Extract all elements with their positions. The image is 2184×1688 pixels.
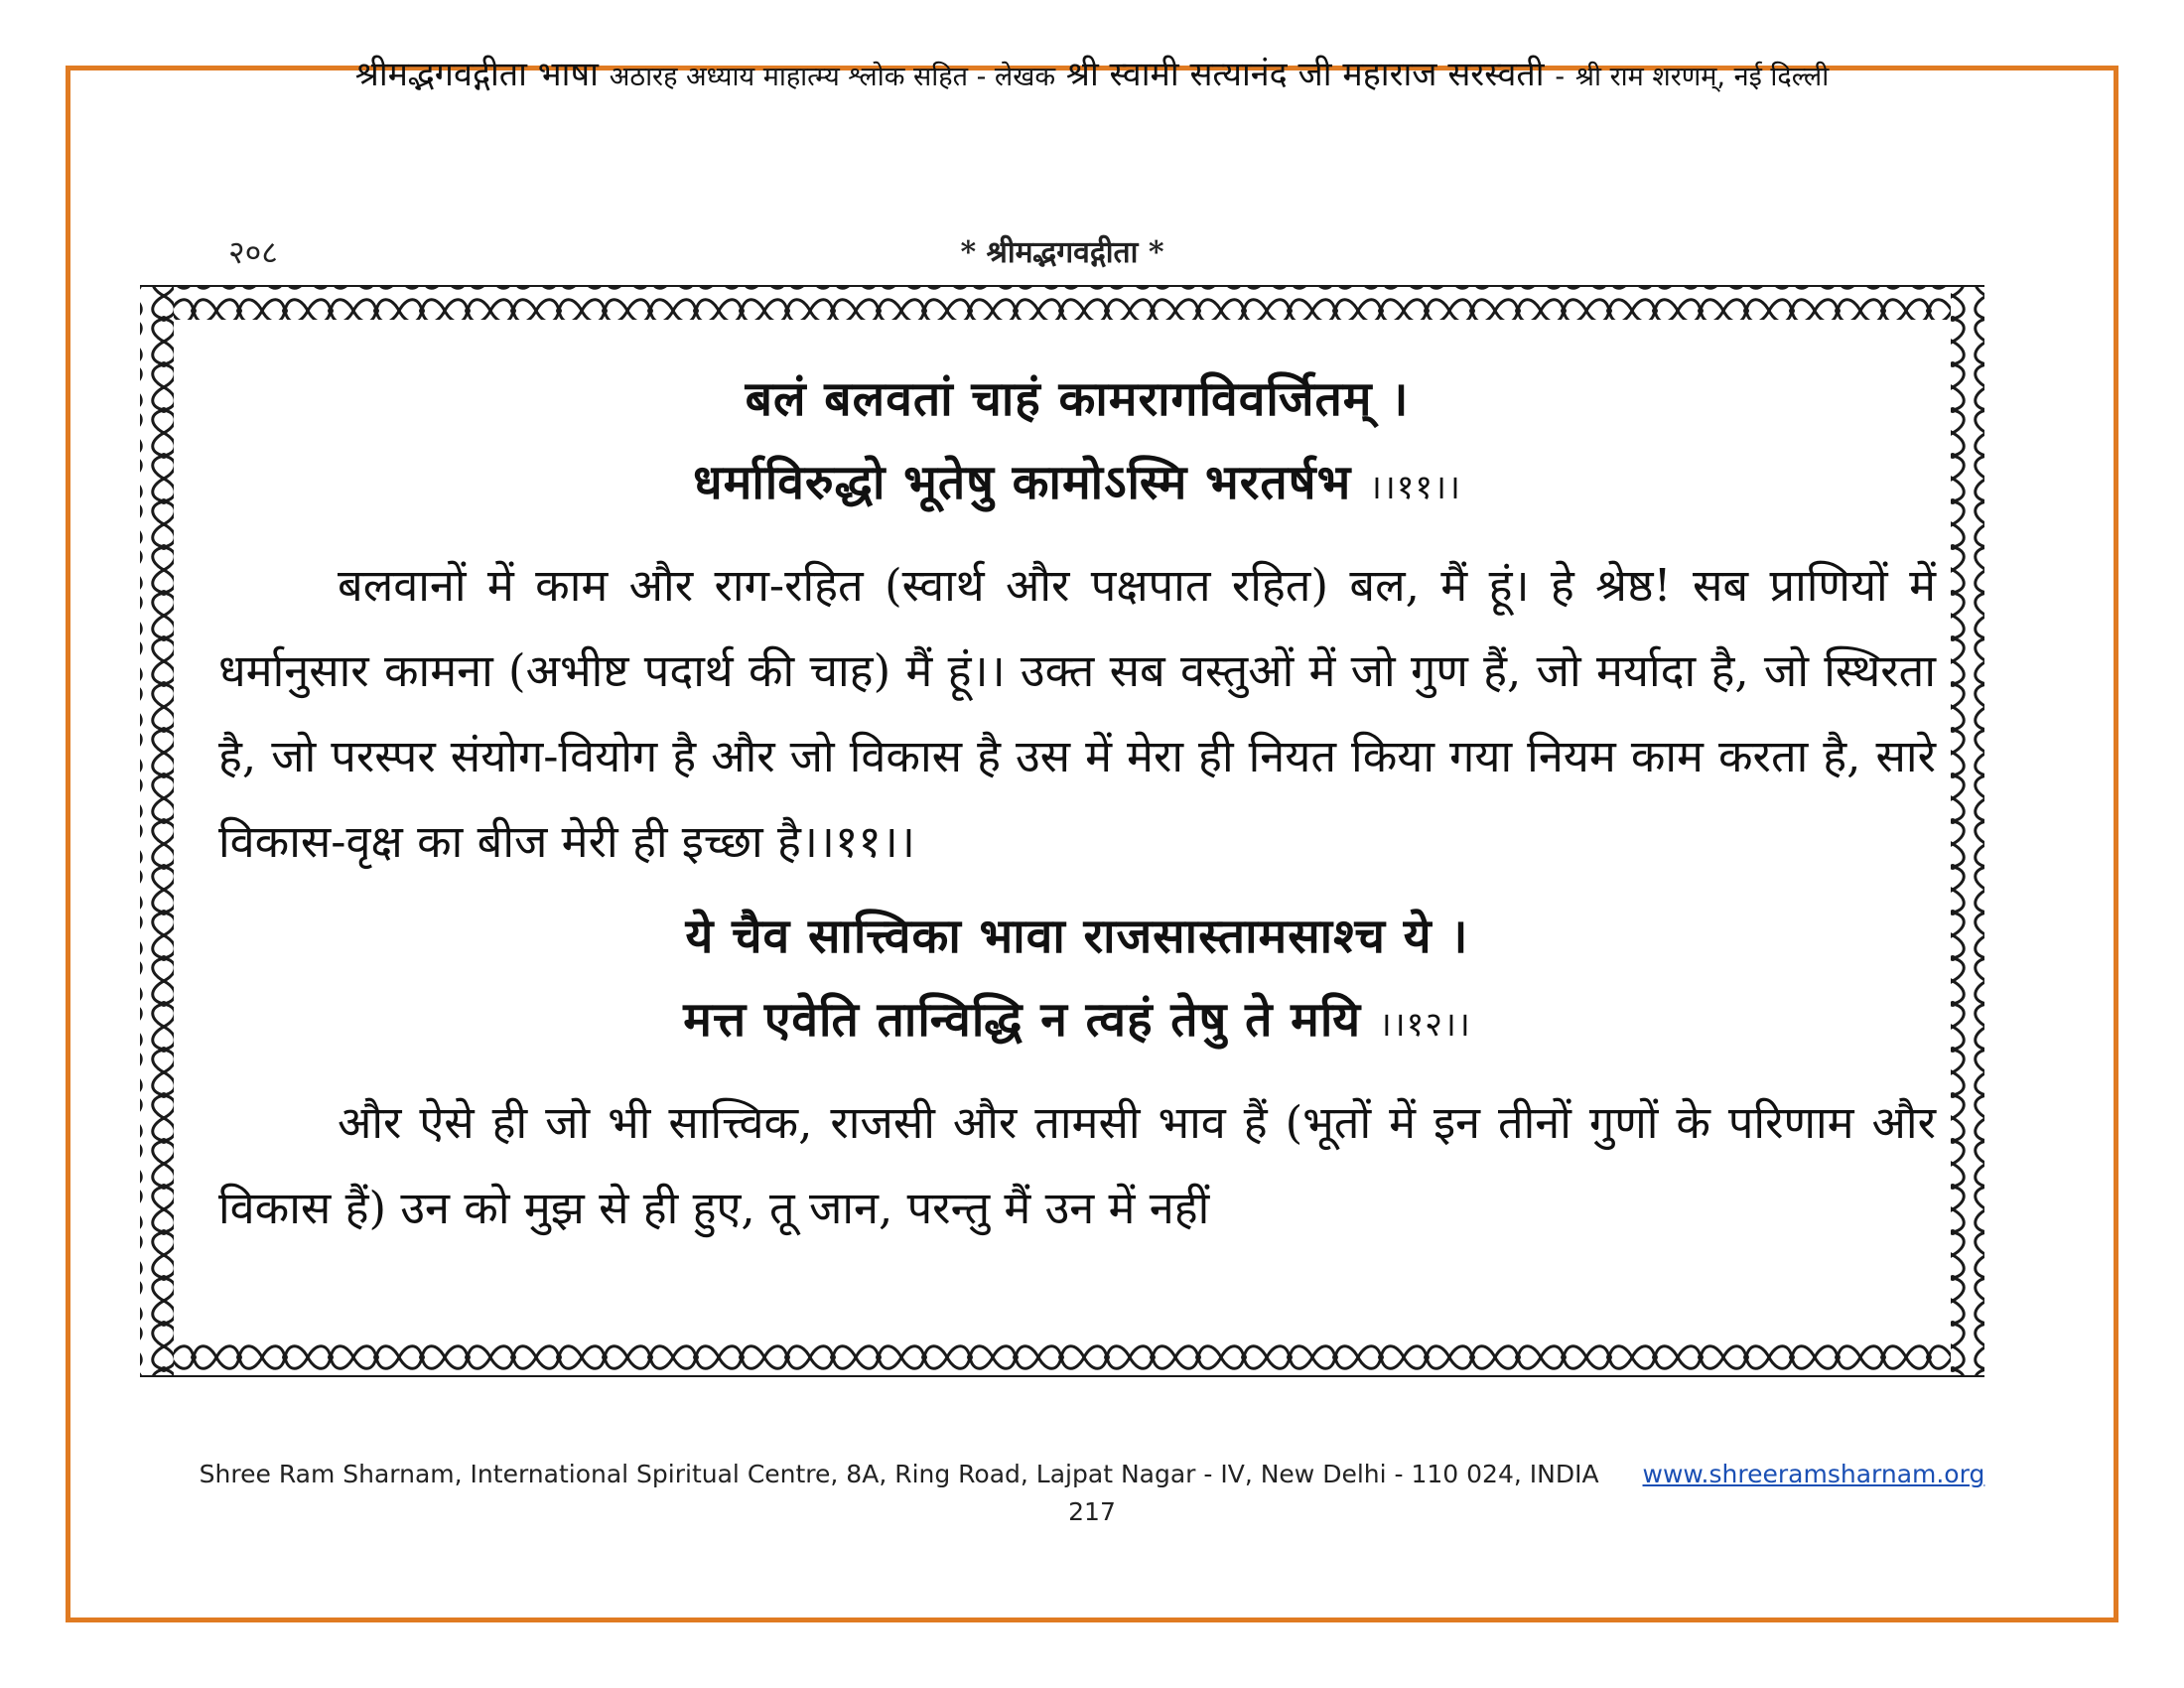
header-subtitle: अठारह अध्याय माहात्म्य श्लोक सहित - लेखक — [609, 62, 1056, 92]
verse-11-line-2 — [218, 441, 1936, 529]
verse-11 — [218, 357, 1936, 529]
footer-website-link[interactable]: www.shreeramsharnam.org — [1642, 1460, 1985, 1488]
book-content — [218, 357, 1936, 1261]
verse-11-number: ।।११।। — [1368, 468, 1461, 507]
header-title: श्रीमद्भगवद्गीता भाषा — [354, 55, 599, 94]
page-footer — [0, 1460, 2184, 1488]
book-running-title: * श्रीमद्भगवद्गीता * — [960, 235, 1164, 270]
explanation-11-text: बलवानों में काम और राग-रहित (स्वार्थ और पक्षपात रहित) बल, मैं हूं। हे श्रेष्ठ! सब प्राणियों में धर्मानुसार कामना (अभीष्ट पदार्थ की चाह) मैं हूं।। उक्त सब वस्तुओं में जो गुण हैं, जो मर्यादा है, जो स्थिरता है, जो परस्पर संयोग-वियोग है और जो विकास है उस में मेरा ही नियत किया गया नियम काम करता है, सारे विकास-वृक्ष का बीज मेरी ही इच्छा है।।११।। — [218, 559, 1936, 868]
footer-address: Shree Ram Sharnam, International Spiritual Centre, 8A, Ring Road, Lajpat Nagar - IV, New Delhi - 110 024, INDIA — [199, 1460, 1599, 1488]
explanation-12-text: और ऐसे ही जो भी सात्त्विक, राजसी और तामसी भाव हैं (भूतों में इन तीनों गुणों के परिणाम और विकास हैं) उन को मुझ से ही हुए, तू जान, परन्तु मैं उन में नहीं — [218, 1096, 1936, 1234]
verse-12-line-1: ये चैव सात्त्विका भावा राजसास्तामसाश्च ये । — [685, 909, 1469, 964]
header-publisher: श्री राम शरणम्, नई दिल्ली — [1574, 62, 1830, 92]
explanation-12 — [218, 1080, 1936, 1251]
verse-12-number: ।।१२।। — [1378, 1005, 1471, 1045]
verse-12 — [218, 895, 1936, 1066]
verse-12-line-2-text: मत्त एवेति तान्विद्धि न त्वहं तेषु ते मयि — [683, 992, 1362, 1048]
page-header — [0, 50, 2184, 95]
footer-page-number: 217 — [1068, 1497, 1116, 1526]
explanation-11 — [218, 543, 1936, 885]
book-page-number: २०८ — [228, 233, 278, 271]
header-author: श्री स्वामी सत्यानंद जी महाराज सरस्वती — [1065, 55, 1545, 94]
verse-12-line-2 — [218, 978, 1936, 1066]
scanned-book-page — [79, 159, 2045, 1390]
verse-11-line-1: बलं बलवतां चाहं कामरागविवर्जितम् । — [745, 371, 1410, 427]
verse-11-line-2-text: धर्माविरुद्धो भूतेषु कामोऽस्मि भरतर्षभ — [693, 455, 1352, 510]
header-dash: - — [1555, 62, 1566, 92]
